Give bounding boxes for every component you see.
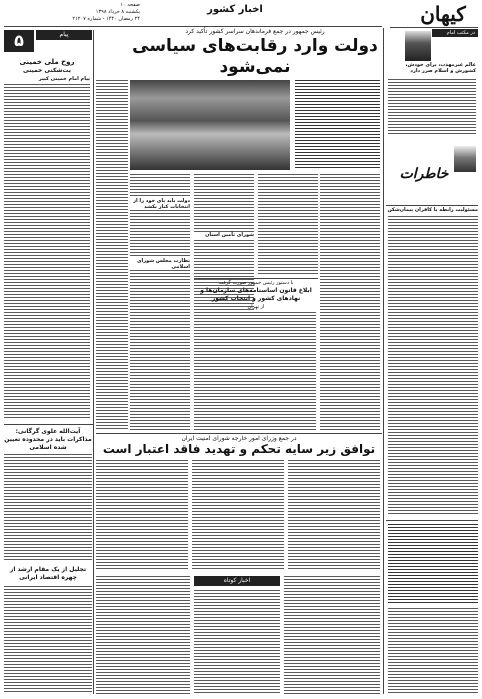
cleric-portrait bbox=[454, 146, 476, 172]
right-column-text-3 bbox=[388, 608, 478, 694]
middle-story-rule bbox=[194, 278, 318, 279]
middle-kicker: با دستور رئیس جمهور صورت گرفت bbox=[218, 280, 294, 286]
short-news-header: اخبار کوتاه bbox=[194, 576, 280, 586]
bottom-left-subtitle: مذاکرات باید در محدوده تعیین شده اسلامی bbox=[4, 436, 92, 451]
date-line-2: یکشنبه ۸ خرداد ۱۳۹۸ bbox=[95, 9, 140, 15]
imam-box-title: عالم غیرمهذب، برای خودش، کشورش و اسلام ضرر دارد bbox=[405, 62, 476, 74]
middle-item-2: نظارت مجلس شورای اسلامی bbox=[130, 258, 190, 270]
middle-headline: ابلاغ قانون اساسنامه‌های سازمان‌ها و نهادهای کشور و انتخاب کشور bbox=[200, 287, 312, 302]
bottom-left-bold: تجلیل از یک مقام ارشد از چهره اقتصاد ایرانی bbox=[9, 566, 87, 581]
signature-text: خاطرات bbox=[399, 166, 449, 182]
middle-item-1: دولت باید پای خود را از انتخابات کنار بکشد bbox=[130, 198, 190, 210]
signature-graphic bbox=[388, 146, 478, 204]
page-number-box: ۵ bbox=[4, 30, 34, 52]
left-subheading: پیام امام خمینی کبیر bbox=[38, 76, 90, 82]
imam-box-text bbox=[388, 79, 476, 135]
left-heading-2: بت‌شکنی خمینی bbox=[23, 67, 71, 74]
left-column-label: پیام bbox=[36, 30, 92, 40]
right-rule-3 bbox=[386, 520, 478, 521]
bottom-col-left bbox=[96, 576, 190, 694]
left-column-divider bbox=[93, 30, 94, 430]
bottom-story-text-a bbox=[96, 460, 188, 570]
lead-kicker: رئیس جمهور در جمع فرماندهان سراسر کشور تأکید کرد bbox=[185, 28, 325, 35]
col-e-text bbox=[320, 174, 380, 430]
imam-box-header: در مکتب امام bbox=[432, 29, 478, 37]
short-news-text bbox=[194, 590, 280, 694]
bottom-left-divider bbox=[93, 424, 94, 694]
left-column-text bbox=[4, 84, 90, 420]
col-a-text bbox=[96, 80, 128, 430]
col-b-text bbox=[130, 174, 190, 430]
bottom-col-right bbox=[284, 576, 380, 694]
lead-headline: دولت وارد رقابت‌های سیاسی نمی‌شود bbox=[132, 36, 378, 77]
bottom-headline: توافق زیر سایه تحکم و تهدید فاقد اعتبار است bbox=[102, 442, 376, 456]
right-column-divider bbox=[383, 28, 384, 694]
middle-item-3: شورای تأمین استان bbox=[194, 232, 254, 238]
bottom-kicker: در جمع وزرای امور خارجه شورای امنیت ایران bbox=[181, 435, 297, 442]
left-heading-1: روح ملی خمینی bbox=[19, 58, 75, 66]
section-title: اخبار کشور bbox=[207, 4, 263, 15]
bottom-story-rule bbox=[96, 433, 382, 434]
date-line-3: ۲۴ رمضان ۱۴۴۰ - شماره ۲۱۲۰۷ bbox=[72, 16, 140, 22]
lead-intro bbox=[295, 80, 380, 170]
middle-subtitle: از تهران bbox=[247, 304, 265, 310]
bottom-story-text-c bbox=[288, 460, 380, 570]
right-column-text bbox=[388, 216, 478, 516]
bottom-left-rule bbox=[4, 424, 94, 425]
imam-portrait bbox=[405, 31, 431, 61]
right-column-text-2 bbox=[388, 524, 478, 604]
bottom-left-text-2 bbox=[4, 586, 92, 694]
right-rule-2 bbox=[386, 205, 478, 206]
lead-photo bbox=[130, 80, 290, 170]
header-rule bbox=[4, 26, 382, 27]
date-line-1: صفحه ۱۰ bbox=[120, 2, 140, 8]
col-d-text bbox=[258, 174, 318, 274]
right-header-rule bbox=[390, 27, 478, 28]
bottom-story-text-b bbox=[192, 460, 284, 570]
bottom-left-text bbox=[4, 454, 92, 562]
bottom-left-title: آیت‌الله علوی گرگانی: bbox=[15, 428, 81, 435]
middle-story-text bbox=[196, 312, 316, 430]
imam-box bbox=[385, 29, 478, 137]
newspaper-logo: کیهان bbox=[420, 2, 466, 26]
right-column-heading: مسئولیت رابطه با کافران پیمان‌شکن bbox=[387, 207, 478, 213]
